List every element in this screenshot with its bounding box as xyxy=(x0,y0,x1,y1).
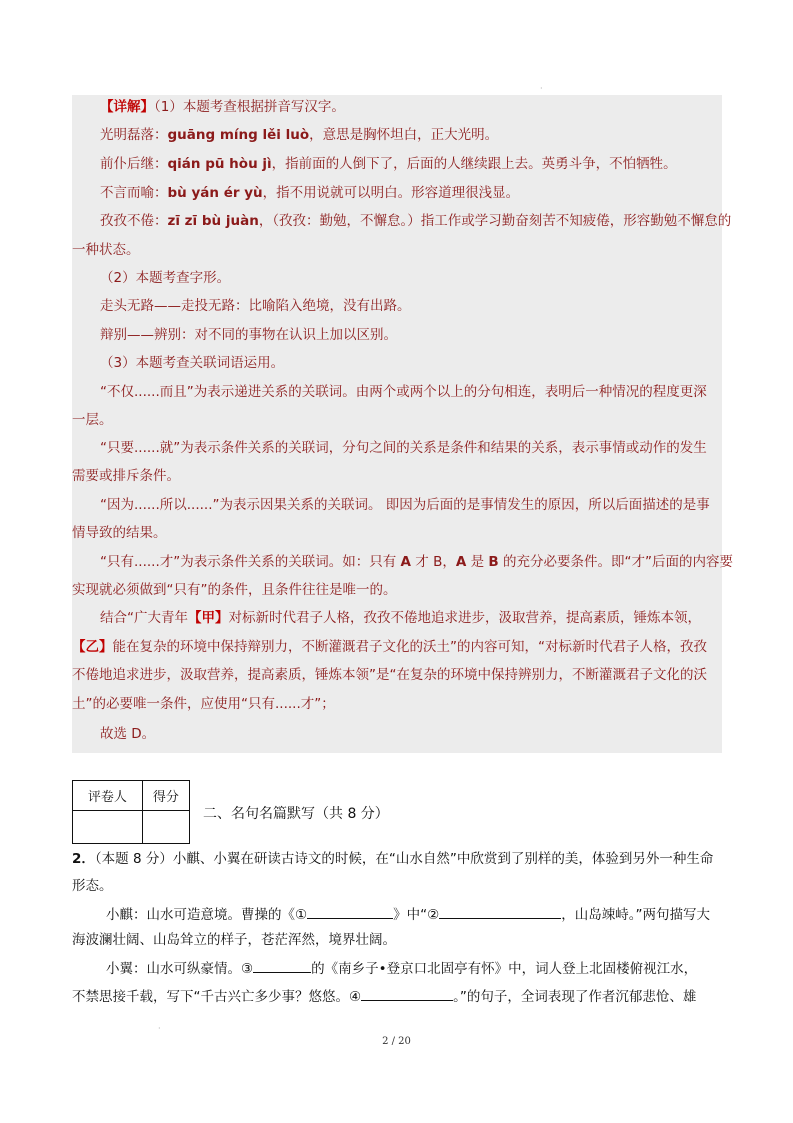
explain-line-21: 不倦地追求进步，汲取营养，提高素质，锤炼本领”是“在复杂的环境中保持辨别力，不断灌溉君子文化的沃 xyxy=(72,667,707,683)
scan-mark: · xyxy=(540,84,543,93)
blank-1[interactable] xyxy=(307,904,393,919)
explain-line-15: “因为......所以......”为表示因果关系的关联词。 即因为后面的是事情发生的原因，所以后面描述的是事 xyxy=(100,497,710,513)
explanation-box xyxy=(72,95,733,753)
paragraph-1-line-1: 小麒：山水可造意境。曹操的《① 》中“② ，山岛竦峙。”两句描写大 xyxy=(106,904,710,924)
explain-line-7: （2）本题考查字形。 xyxy=(100,270,231,286)
explain-line-23: 故选 D。 xyxy=(100,726,156,742)
grader-header: 评卷人 xyxy=(73,781,143,811)
paragraph-2-line-2: 不禁思接千载，写下“千古兴亡多少事？悠悠。④ 。”的句子，全词表现了作者沉郁悲怆、雄 xyxy=(72,986,696,1006)
explain-line-19: 结合“广大青年【甲】对标新时代君子人格，孜孜不倦地追求进步，汲取营养，提高素质，锤炼本领， xyxy=(100,610,701,626)
score-header: 得分 xyxy=(142,781,189,811)
score-cell[interactable] xyxy=(142,811,189,844)
explain-line-12: 一层。 xyxy=(72,412,113,428)
explain-line-22: 土”的必要唯一条件，应使用“只有......才”； xyxy=(72,696,335,712)
blank-4[interactable] xyxy=(361,986,453,1001)
question-stem-2: 形态。 xyxy=(72,878,113,894)
explain-line-1: 【详解】（1）本题考查根据拼音写汉字。 xyxy=(100,99,345,115)
explain-line-8: 走头无路——走投无路：比喻陷入绝境，没有出路。 xyxy=(100,298,411,314)
grader-cell[interactable] xyxy=(73,811,143,844)
scan-mark-bottom: · xyxy=(158,1024,161,1033)
explain-line-3: 前仆后继：qián pū hòu jì，指前面的人倒下了，后面的人继续跟上去。英勇斗争，不怕牺牲。 xyxy=(100,156,677,172)
explain-line-20: 【乙】能在复杂的环境中保持辩别力，不断灌溉君子文化的沃土”的内容可知，“对标新时代君子人格，孜孜 xyxy=(72,639,707,655)
explain-line-10: （3）本题考查关联词语运用。 xyxy=(100,355,285,371)
explain-line-13: “只要......就”为表示条件关系的关联词，分句之间的关系是条件和结果的关系，表示事情或动作的发生 xyxy=(100,440,707,456)
explain-line-17: “只有......才”为表示条件关系的关联词。如：只有 A 才 B，A 是 B 的充分必要条件。即“才”后面的内容要 xyxy=(100,554,733,570)
paragraph-2-line-1: 小翼：山水可纵豪情。③ 的《南乡子•登京口北固亭有怀》中，词人登上北固楼俯视江水， xyxy=(106,958,697,978)
paragraph-1-line-2: 海波澜壮阔、山岛耸立的样子，苍茫浑然，境界壮阔。 xyxy=(72,932,396,948)
explain-line-5: 孜孜不倦：zī zī bù juàn，（孜孜：勤勉，不懈怠。）指工作或学习勤奋刻苦不知疲倦，形容勤勉不懈怠的 xyxy=(100,213,732,229)
explain-line-16: 情导致的结果。 xyxy=(72,525,167,541)
explain-line-6: 一种状态。 xyxy=(72,242,140,258)
score-table xyxy=(72,780,190,844)
blank-2[interactable] xyxy=(439,904,561,919)
section-title: 二、名句名篇默写（共 8 分） xyxy=(203,806,389,822)
explain-line-9: 辩别——辨别：对不同的事物在认识上加以区别。 xyxy=(100,327,397,343)
page-number: 2 / 20 xyxy=(382,1036,411,1047)
explain-line-11: “不仅......而且”为表示递进关系的关联词。由两个或两个以上的分句相连，表明后一种情况的程度更深 xyxy=(100,384,707,400)
explain-line-14: 需要或排斥条件。 xyxy=(72,468,180,484)
explain-line-4: 不言而喻：bù yán ér yù，指不用说就可以明白。形容道理很浅显。 xyxy=(100,185,520,201)
blank-3[interactable] xyxy=(253,958,311,973)
explain-line-2: 光明磊落：guāng míng lěi luò，意思是胸怀坦白，正大光明。 xyxy=(100,127,499,143)
explain-line-18: 实现就必须做到“只有”的条件，且条件往往是唯一的。 xyxy=(72,582,397,598)
question-stem-1: 2．（本题 8 分）小麒、小翼在研读古诗文的时候，在“山水自然”中欣赏到了别样的美，体验到另外一种生命 xyxy=(72,851,714,867)
